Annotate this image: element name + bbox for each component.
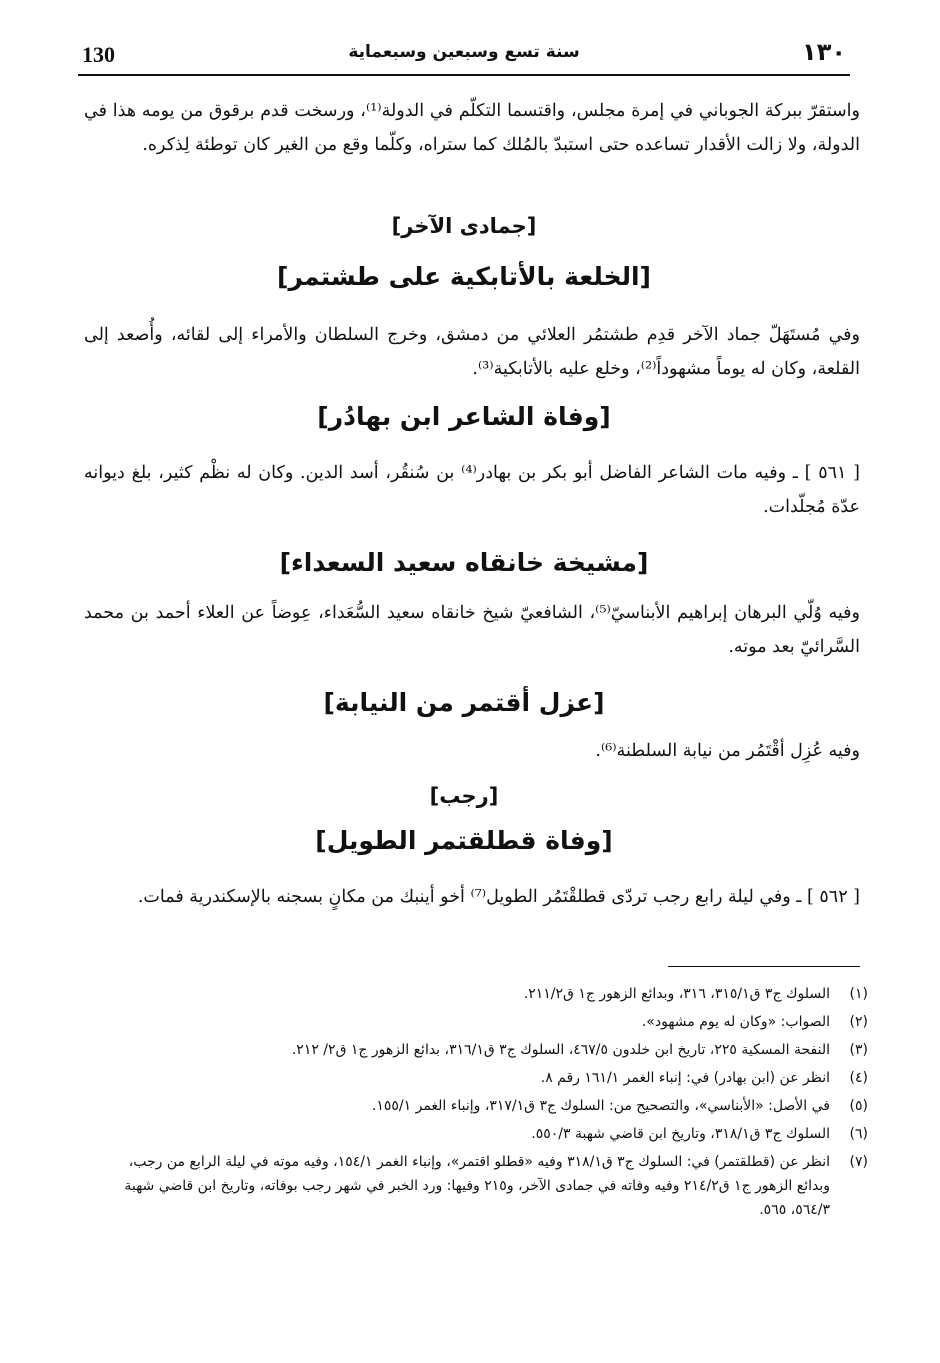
footnote-6 xyxy=(92,1122,868,1146)
footnote-7 xyxy=(92,1150,868,1222)
footnote-number: (٣) xyxy=(849,1042,868,1058)
footnote-text: انظر عن (ابن بهادر) في: إنباء الغمر ١٦١/١ رقم ٨. xyxy=(540,1070,830,1086)
section-heading-qutluqtamur: [وفاة قطلقتمر الطويل] xyxy=(315,826,613,855)
footnote-text: الصواب: «وكان له يوم مشهود». xyxy=(641,1014,830,1030)
paragraph-mashyakha: وفيه وُلّي البرهان إبراهيم الأبناسيّ⁽⁵⁾، الشافعيّ شيخ خانقاه سعيد السُّعَداء، عِوضاً عن العلاء أحمد بن محمد السَّرائيّ بعد موته. xyxy=(84,603,860,657)
footnote-number: (٦) xyxy=(849,1126,868,1142)
footnote-number: (٥) xyxy=(849,1098,868,1114)
footnote-number: (١) xyxy=(849,986,868,1002)
page-header xyxy=(78,34,850,76)
section-heading-khilaa: [الخلعة بالأتابكية على طشتمر] xyxy=(277,262,651,291)
section-heading-jumada: [جمادى الآخر] xyxy=(391,214,537,238)
paragraph-qutluqtamur: [ ٥٦٢ ] ـ وفي ليلة رابع رجب تردّى قطلقْتَمُر الطويل⁽⁷⁾ أخو أينبك من مكانٍ بسجنه بالإسكندرية فمات. xyxy=(137,887,860,907)
paragraph-aqtamur: وفيه عُزِل أقْتَمُر من نيابة السلطنة⁽⁶⁾. xyxy=(595,741,860,761)
paragraph-khilaa: وفي مُستَهَلّ جماد الآخر قدِم طشتمُر العلائي من دمشق، وخرج السلطان والأمراء إلى لقائه، وأُصعد إلى القلعة، وكان له يوماً مشهوداً⁽²⁾، وخلع عليه بالأتابكية⁽³⁾. xyxy=(84,325,860,379)
footnote-text: النفحة المسكية ٢٢٥، تاريخ ابن خلدون ٤٦٧/٥، السلوك ج٣ ق٣١٦/١، بدائع الزهور ج١ ق٢/ ٢١٢. xyxy=(291,1042,830,1058)
footnote-2 xyxy=(92,1010,868,1034)
footnote-number: (٢) xyxy=(849,1014,868,1030)
intro-paragraph: واستقرّ ببركة الجوباني في إمرة مجلس، واقتسما التكلّم في الدولة⁽¹⁾، ورسخت قدم برقوق من يومه هذا في الدولة، ولا زالت الأقدار تساعده حتى استبدّ بالمُلك كما ستراه، وكلّما وقع من الغير كان توطئة لِذكره. xyxy=(84,101,860,155)
footnote-number: (٤) xyxy=(849,1070,868,1086)
footnote-5 xyxy=(92,1094,868,1118)
paragraph-ibn-bahadur: [ ٥٦١ ] ـ وفيه مات الشاعر الفاضل أبو بكر بن بهادر⁽⁴⁾ بن سُنقُر، أسد الدين. وكان له نظْم كثير، بلغ ديوانه عدّة مُجلّدات. xyxy=(84,463,860,517)
footnote-text: انظر عن (قطلقتمر) في: السلوك ج٣ ق٣١٨/١ وفيه «قطلو اقتمر»، وإنباء الغمر ١٥٤/١، وفيه موته في ليلة الرابع من رجب، وبدائع الزهور ج١ ق٢١٤/٢ وفيه وفاته في جمادى الآخر، و٢١٥ وفيها: ورد الخبر في شهر رجب بوفاته، وتاريخ ابن قاضي شهبة ٥٦٤/٣، ٥٦٥. xyxy=(124,1154,830,1218)
footnote-3 xyxy=(92,1038,868,1062)
running-title: سنة تسع وسبعين وسبعماية xyxy=(348,42,580,62)
page-number-latin: 130 xyxy=(82,42,115,67)
footnote-text: في الأصل: «الأبناسي»، والتصحيح من: السلوك ج٣ ق٣١٧/١، وإنباء الغمر ١٥٥/١. xyxy=(371,1098,830,1114)
section-heading-ibn-bahadur: [وفاة الشاعر ابن بهادُر] xyxy=(317,402,611,431)
footnote-divider xyxy=(668,966,860,967)
section-heading-aqtamur: [عزل أقتمر من النيابة] xyxy=(323,688,605,717)
footnote-number: (٧) xyxy=(849,1154,868,1170)
footnote-4 xyxy=(92,1066,868,1090)
footnote-text: السلوك ج٣ ق٣١٥/١، ٣١٦، وبدائع الزهور ج١ ق٢١١/٢. xyxy=(523,986,830,1002)
section-heading-rajab: [رجب] xyxy=(429,784,499,808)
page-number-arabic: ١٣٠ xyxy=(802,38,846,66)
footnotes xyxy=(92,982,868,1226)
section-heading-mashyakha: [مشيخة خانقاه سعيد السعداء] xyxy=(279,548,649,577)
footnote-text: السلوك ج٣ ق٣١٨/١، وتاريخ ابن قاضي شهبة ٥٥٠/٣. xyxy=(531,1126,830,1142)
footnote-1 xyxy=(92,982,868,1006)
